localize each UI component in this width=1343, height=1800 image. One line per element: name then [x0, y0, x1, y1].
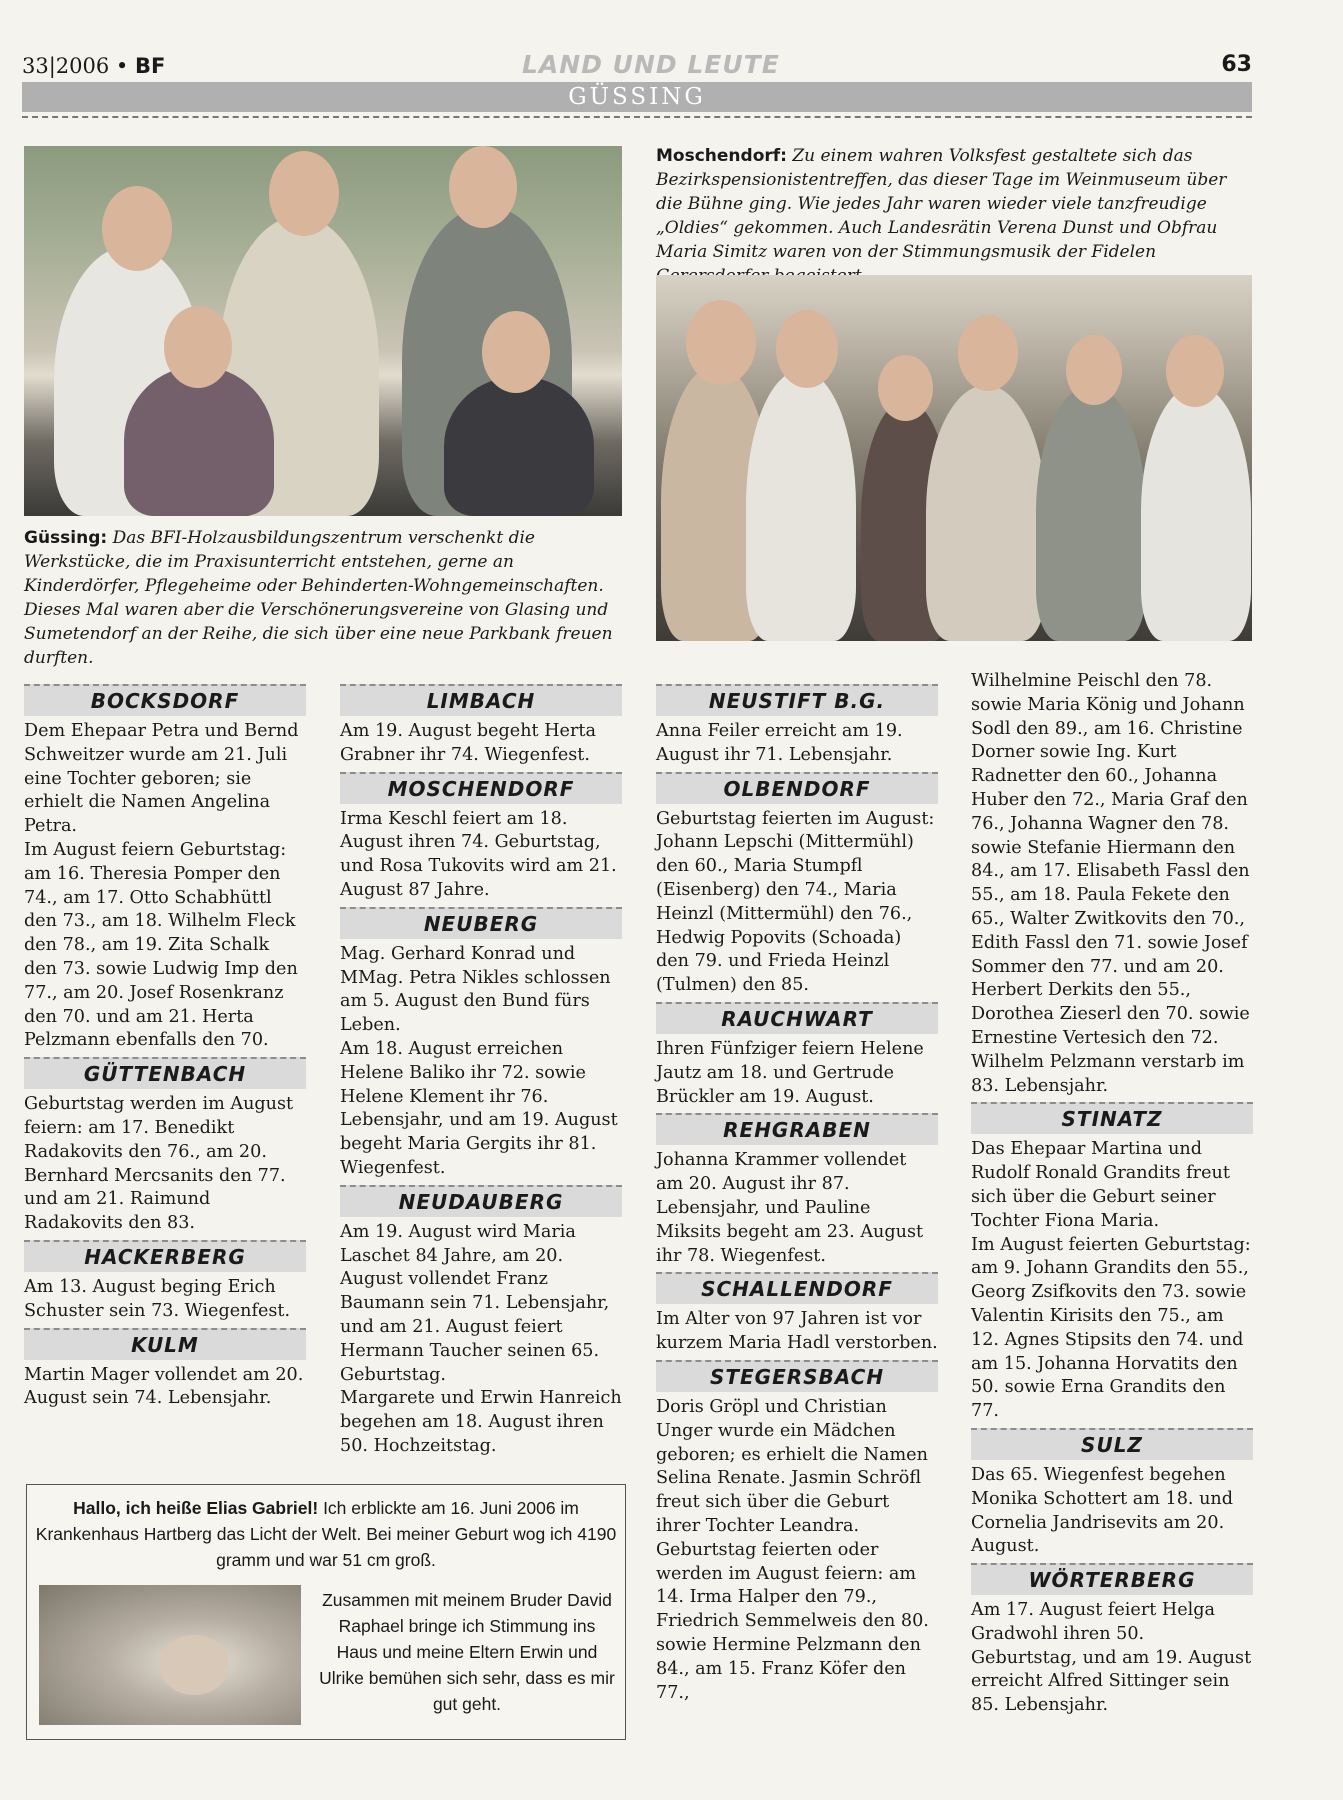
region-title: GÜSSING — [568, 84, 706, 110]
section-text: Martin Mager vollendet am 20. August sein 74. Lebensjahr. — [24, 1364, 304, 1409]
issue-number: 33|2006 • — [22, 54, 129, 78]
caption-moschendorf — [656, 144, 1256, 288]
section-text: Geburtstag werden im August feiern: am 17. Benedikt Radakovits den 76., am 20. Bernhard Mercsanits den 77. und am 21. Raimund Radakovits den 83. — [24, 1094, 294, 1234]
article-neudauberg — [340, 1185, 622, 1459]
article-schallendorf — [656, 1272, 938, 1356]
article-stegersbach-continued — [971, 670, 1253, 1098]
article-neuberg — [340, 907, 622, 1181]
section-text: Anna Feiler erreicht am 19. August ihr 71. Lebensjahr. — [656, 721, 903, 765]
article-kulm — [24, 1328, 306, 1412]
region-banner — [22, 82, 1252, 112]
section-heading: STINATZ — [971, 1102, 1253, 1134]
photo-moschendorf-pensioners — [656, 275, 1252, 641]
article-sulz — [971, 1428, 1253, 1559]
article-olbendorf — [656, 772, 938, 998]
column-1 — [24, 680, 306, 1415]
section-text: Am 19. August begeht Herta Grabner ihr 74. Wiegenfest. — [340, 721, 596, 765]
article-woerterberg — [971, 1563, 1253, 1718]
caption-place: Moschendorf: — [656, 146, 787, 166]
column-2 — [340, 680, 622, 1463]
article-limbach — [340, 684, 622, 768]
issue-info — [22, 54, 165, 78]
section-heading: GÜTTENBACH — [24, 1057, 306, 1089]
section-text: Geburtstag feierten im August: Johann Lepschi (Mittermühl) den 60., Maria Stumpfl (Eisenberg) den 74., Maria Heinzl (Mittermühl) den 76., Hedwig Popovits (Schoada) den 79. und Frieda Heinzl (Tulmen) den 85. — [656, 808, 935, 996]
section-text: Dem Ehepaar Petra und Bernd Schweitzer wurde am 21. Juli eine Tochter geboren; sie erhielt die Namen Angelina Petra. Im August feiern Geburtstag: am 16. Theresia Pomper den 74., am 17. Otto Schabhüttl den 73., am 18. Wilhelm Fleck den 78., am 19. Zita Schalk den 73. sowie Ludwig Imp den 77., am 20. Josef Rosenkranz den 70. und am 21. Herta Pelzmann ebenfalls den 70. — [24, 721, 299, 1051]
photo-guessing-parkbank — [24, 146, 622, 516]
article-bocksdorf — [24, 684, 306, 1053]
section-heading: RAUCHWART — [656, 1002, 938, 1034]
section-heading: NEUDAUBERG — [340, 1185, 622, 1217]
section-heading: STEGERSBACH — [656, 1360, 938, 1392]
section-text: Am 17. August feiert Helga Gradwohl ihren 50. Geburtstag, und am 19. August erreicht Alfred Sittinger sein 85. Lebensjahr. — [971, 1600, 1252, 1716]
birth-announcement-box — [26, 1484, 626, 1740]
section-title: LAND UND LEUTE — [522, 50, 780, 79]
baby-photo — [39, 1585, 301, 1725]
caption-text: Zu einem wahren Volksfest gestaltete sich das Bezirkspensionistentreffen, das dieser Tage im Weinmuseum über die Bühne ging. Wie jedes Jahr waren wieder viele tanzfreudige „Oldies“ gekommen. Auch Landesrätin Verena Dunst und Obfrau Maria Simitz waren von der Stimmungsmusik der Fidelen — [656, 146, 1227, 262]
birth-side-text: Zusammen mit meinem Bruder David Raphael bringe ich Stimmung ins Haus und meine Eltern Erwin und Ulrike bemühen sich sehr, dass es mir gut geht. — [319, 1590, 615, 1714]
section-heading: NEUBERG — [340, 907, 622, 939]
column-4 — [971, 670, 1253, 1722]
section-heading: OLBENDORF — [656, 772, 938, 804]
header-divider — [22, 116, 1252, 118]
section-heading: KULM — [24, 1328, 306, 1360]
publication-name: BF — [135, 54, 166, 78]
section-heading: BOCKSDORF — [24, 684, 306, 716]
page-number: 63 — [1221, 52, 1252, 77]
article-stinatz — [971, 1102, 1253, 1424]
section-heading: MOSCHENDORF — [340, 772, 622, 804]
section-heading: LIMBACH — [340, 684, 622, 716]
section-text: Das 65. Wiegenfest begehen Monika Schottert am 18. und Cornelia Jandrisevits am 20. August. — [971, 1464, 1234, 1557]
section-heading: REHGRABEN — [656, 1113, 938, 1145]
article-rauchwart — [656, 1002, 938, 1109]
article-guettenbach — [24, 1057, 306, 1236]
birth-intro-text: Ich erblickte am 16. Juni 2006 im Krankenhaus Hartberg das Licht der Welt. Bei meiner Geburt wog ich 4190 gramm und war 51 cm groß. — [35, 1498, 617, 1570]
section-text: Im Alter von 97 Jahren ist vor kurzem Maria Hadl verstorben. — [656, 1309, 938, 1354]
section-heading: SCHALLENDORF — [656, 1272, 938, 1304]
birth-greeting: Hallo, ich heiße Elias Gabriel! — [73, 1498, 319, 1518]
section-text: Am 13. August beging Erich Schuster sein 73. Wiegenfest. — [24, 1276, 291, 1321]
article-hackerberg — [24, 1240, 306, 1324]
section-heading: WÖRTERBERG — [971, 1563, 1253, 1595]
section-text: Doris Gröpl und Christian Unger wurde ein Mädchen geboren; es erhielt die Namen Selina Renate. Jasmin Schröfl freut sich über die Geburt ihrer Tochter Leandra. Geburtstag feierten oder werden im August feiern: am 14. Irma Halper den 79., Friedrich Semmelweis den 80. sowie Hermine Pelzmann den 84., am 15. Franz Köfer den 77., — [656, 1396, 929, 1703]
caption-place: Güssing: — [24, 528, 108, 548]
section-text: Am 19. August wird Maria Laschet 84 Jahre, am 20. August vollendet Franz Baumann sein 71. Lebensjahr, und am 21. August feiert Hermann Taucher seinen 65. Geburtstag. Margarete und Erwin Hanreich begehen am 18. August ihren 50. Hochzeitstag. — [340, 1221, 622, 1456]
section-text: Wilhelmine Peischl den 78. sowie Maria König und Johann Sodl den 89., am 16. Christine Dorner sowie Ing. Kurt Radnetter den 60., Johanna Huber den 72., Maria Graf den 76., Johanna Wagner den 78. sowie Stefanie Hiermann den 84., am 17. Elisabeth Fassl den 55., am 18. Paula Fekete den 65., Walter Zwitkovits den 70., Edith Fassl den 71. sowie Josef Sommer den 77. und am 20. Herbert Derkits den 55., Dorothea Zieserl den 70. sowie Ernestine Vertesich den 72. Wilhelm Pelzmann verstarb im 83. Lebensjahr. — [971, 671, 1250, 1096]
section-text: Johanna Krammer vollendet am 20. August ihr 87. Lebensjahr, und Pauline Miksits begeht am 23. August ihr 78. Wiegenfest. — [656, 1150, 924, 1266]
section-text: Irma Keschl feiert am 18. August ihren 74. Geburtstag, und Rosa Tukovits wird am 21. August 87 Jahre. — [340, 808, 617, 900]
page-header — [22, 50, 1252, 82]
article-rehgraben — [656, 1113, 938, 1268]
section-heading: NEUSTIFT B.G. — [656, 684, 938, 716]
section-text: Das Ehepaar Martina und Rudolf Ronald Grandits freut sich über die Geburt seiner Tochter Fiona Maria. Im August feierten Geburtstag: am 9. Johann Grandits den 55., Georg Zsifkovits den 73. sowie Valentin Kirisits den 75., am 12. Agnes Stipsits den 74. und am 15. Johanna Horvatits den 50. sowie Erna Grandits den 77. — [971, 1139, 1251, 1422]
section-heading: SULZ — [971, 1428, 1253, 1460]
column-3 — [656, 680, 938, 1709]
article-neustift — [656, 684, 938, 768]
section-text: Mag. Gerhard Konrad und MMag. Petra Nikles schlossen am 5. August den Bund fürs Leben. Am 18. August erreichen Helene Baliko ihr 72. sowie Helene Klement ihr 76. Lebensjahr, und am 19. August begeht Maria Gergits ihr 81. Wiegenfest. — [340, 943, 618, 1178]
section-text: Ihren Fünfziger feiern Helene Jautz am 18. und Gertrude Brückler am 19. August. — [656, 1038, 924, 1107]
caption-text: Das BFI-Holzausbildungszentrum verschenkt die Werkstücke, die im Praxisunterricht entstehen, gerne an Kinderdörfer, Pflegeheime oder Behinderten-Wohngemeinschaften. Dieses Mal waren aber die Verschönerungsvereine von Glasing und Sumetendorf an der Reihe, die sich über eine neue Parkbank freuen durften. — [24, 528, 613, 668]
birth-intro — [35, 1495, 617, 1573]
caption-guessing — [24, 526, 624, 670]
section-heading: HACKERBERG — [24, 1240, 306, 1272]
article-stegersbach — [656, 1360, 938, 1705]
article-moschendorf — [340, 772, 622, 903]
